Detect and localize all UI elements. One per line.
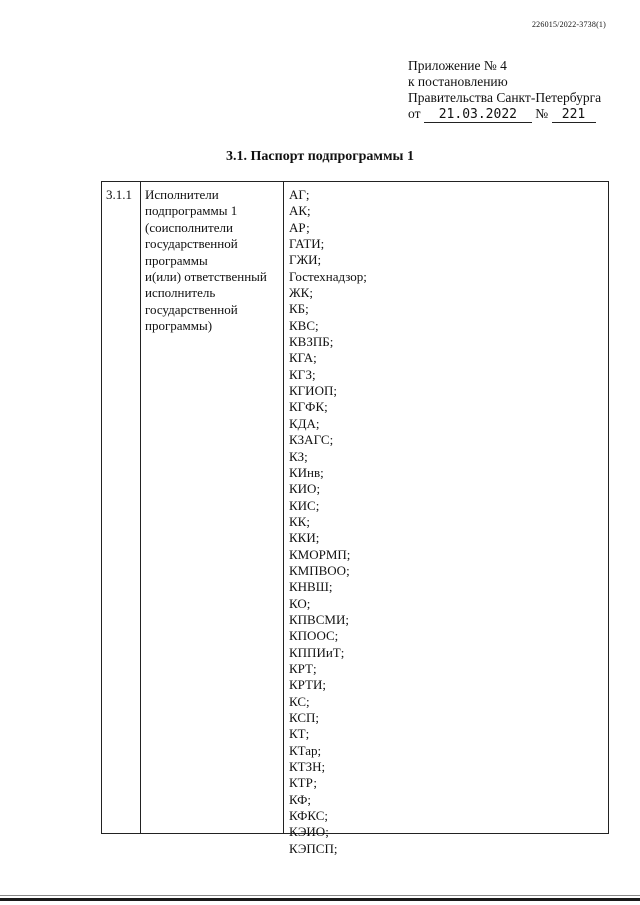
- appendix-date-line: [408, 106, 601, 123]
- resolution-date: 21.03.2022: [424, 108, 532, 123]
- appendix-line-2: к постановлению: [408, 74, 508, 89]
- executor-item: КГА;: [289, 350, 317, 366]
- executor-item: ГЖИ;: [289, 252, 322, 268]
- number-label: №: [535, 106, 549, 121]
- row-label: Исполнители подпрограммы 1 (соисполнители государственной программы и(или) ответственный исполнитель государственной программы): [145, 187, 267, 334]
- row-number: 3.1.1: [106, 187, 132, 202]
- executor-item: ЖК;: [289, 285, 313, 301]
- executor-item: КИС;: [289, 497, 320, 513]
- executor-item: КЗАГС;: [289, 432, 334, 448]
- row-label-cell: [141, 182, 284, 833]
- executor-item: КЗ;: [289, 448, 308, 464]
- executor-item: КБ;: [289, 301, 309, 317]
- executors-list: [284, 182, 608, 857]
- executor-item: КЭИО;: [289, 824, 329, 840]
- executor-item: ККИ;: [289, 530, 320, 546]
- passport-table: [101, 181, 609, 856]
- executor-item: КТар;: [289, 742, 322, 758]
- executor-item: КИО;: [289, 481, 321, 497]
- section-title: 3.1. Паспорт подпрограммы 1: [226, 149, 414, 164]
- executor-item: КДА;: [289, 415, 320, 431]
- executor-item: КПВСМИ;: [289, 611, 349, 627]
- executor-item: КГИОП;: [289, 383, 337, 399]
- appendix-line-1: Приложение № 4: [408, 58, 507, 73]
- appendix-line-3: Правительства Санкт-Петербурга: [408, 90, 602, 105]
- page-bottom-edge: [0, 895, 640, 896]
- page-bottom-line: [0, 898, 640, 901]
- row-value-cell: [284, 182, 608, 856]
- executor-item: КО;: [289, 595, 311, 611]
- executor-item: КГЗ;: [289, 366, 316, 382]
- executor-item: КИнв;: [289, 464, 324, 480]
- executor-item: КЭПСП;: [289, 840, 338, 856]
- executor-item: КРТИ;: [289, 677, 327, 693]
- executor-item: КРТ;: [289, 660, 317, 676]
- resolution-number: 221: [552, 108, 596, 123]
- executor-item: КПООС;: [289, 628, 339, 644]
- executor-item: КМОРМП;: [289, 546, 351, 562]
- executor-item: АР;: [289, 219, 310, 235]
- appendix-header: [408, 58, 601, 123]
- executor-item: КНВШ;: [289, 579, 333, 595]
- executor-item: КВС;: [289, 317, 319, 333]
- executor-item: КК;: [289, 513, 310, 529]
- executor-item: АК;: [289, 203, 311, 219]
- executor-item: КТ;: [289, 726, 310, 742]
- executor-item: АГ;: [289, 187, 310, 202]
- executor-item: КВЗПБ;: [289, 334, 334, 350]
- executor-item: КФКС;: [289, 808, 328, 824]
- executor-item: Гостехнадзор;: [289, 268, 367, 284]
- executor-item: ГАТИ;: [289, 236, 325, 252]
- executor-item: КГФК;: [289, 399, 328, 415]
- executor-item: КС;: [289, 693, 310, 709]
- document-id: 226015/2022-3738(1): [531, 20, 606, 29]
- executor-item: КТЗН;: [289, 759, 326, 775]
- executor-item: КСП;: [289, 710, 320, 725]
- executor-item: КМПВОО;: [289, 562, 350, 578]
- row-number-cell: [102, 182, 141, 833]
- executor-item: КФ;: [289, 791, 311, 807]
- executor-item: КТР;: [289, 775, 317, 791]
- executor-item: КППИиТ;: [289, 644, 345, 660]
- from-label: от: [408, 106, 421, 121]
